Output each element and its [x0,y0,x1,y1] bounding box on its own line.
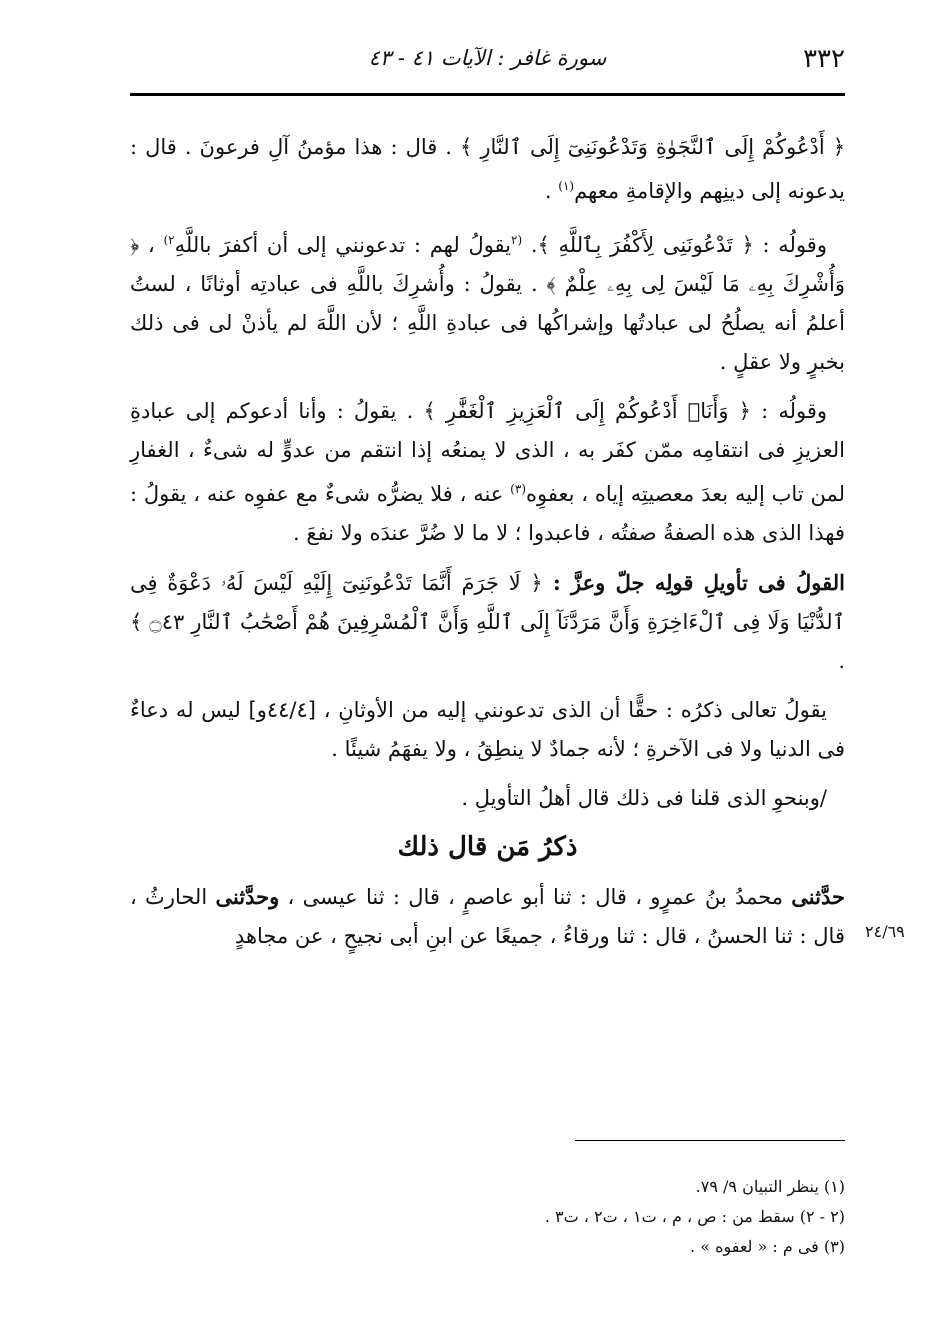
footnote-rule [575,1140,845,1141]
hadith-text: الحارثُ ، قال : ثنا الحسنُ ، قال : ثنا ورقاءُ ، جميعًا عن ابنِ أبى نجيحٍ ، عن مجاهدٍ [130,885,845,948]
running-title: سورة غافر : الآيات ٤١ - ٤٣ [368,46,607,70]
quran-verse: ﴿ لَا جَرَمَ أَنَّمَا تَدْعُونَنِىٓ إِلَيْهِ لَيْسَ لَهُۥ دَعْوَةٌ فِى ٱلدُّنْيَا وَلَا فِى ٱلْءَاخِرَةِ وَأَنَّ مَرَدَّنَآ إِلَى ٱللَّهِ وَأَنَّ ٱلْمُسْرِفِينَ هُمْ أَصْحَٰبُ ٱلنَّارِ ۝٤٣ ﴾ [130,571,845,634]
footnote-marker: (١) [558,179,575,193]
page-number: ٣٣٢ [803,44,845,74]
section-heading: ذكرُ مَن قال ذلك [397,832,578,862]
commentary-text: /وبنحوِ الذى قلنا فى ذلك قال أهلُ التأويلِ . [461,786,827,810]
footnote-item: (٣) فى م : « لعفوه » . [690,1237,845,1256]
main-text [130,128,845,966]
commentary-text: ، [139,233,164,257]
hadith-lead: وحدَّثنى [215,884,280,909]
quran-verse: ﴿ وَأُشْرِكَ بِهِۦ مَا لَيْسَ لِى بِهِۦ عِلْمٌ ﴾ [130,233,845,296]
quran-verse: ﴿ أَدْعُوكُمْ إِلَى ٱلنَّجَوٰةِ وَتَدْعُونَنِىٓ إِلَى ٱلنَّارِ ﴾ [460,135,845,159]
commentary-text: يقولُ تعالى ذكرُه : حقًّا أن الذى تدعونني إليه من الأوثانِ ، [316,698,827,722]
page-header [130,40,845,90]
commentary-text: يقولُ لهم : تدعونني إلى أن أكفرَ باللَّهِ [174,233,512,257]
section-lead: القولُ فى تأويلِ قولِه جلّ وعزَّ : [542,570,845,595]
commentary-text: عنه ، فلا يضرُّه شىءٌ مع عفوِه عنه ، يقولُ : فهذا الذى هذه الصفةُ صفتُه ، فاعبدوا ؛ لا ما لا ضُرَّ عندَه ولا نفعَ . [130,482,845,545]
hadith-chain [130,877,845,956]
footnote-item: (٢ - ٢) سقط من : ص ، م ، ت١ ، ت٢ ، ت٣ . [544,1207,845,1226]
commentary-text: . يقولُ : وأُشرِكَ باللَّهِ فى عبادتِه أوثانًا ، لستُ أعلمُ أنه يصلُحُ لى عبادتُها وإشراكُها فى عبادةِ اللَّهِ ؛ لأن اللَّهَ لم يأذنْ لى فى ذلك بخبرٍ ولا عقلٍ . [130,272,845,374]
footnote-marker: ٢) [163,233,175,247]
quran-verse: ﴿ وَأَنَا۠ أَدْعُوكُمْ إِلَى ٱلْعَزِيزِ ٱلْغَفَّٰرِ ﴾ [423,399,751,423]
commentary-text: ليس له دعاءٌ فى الدنيا ولا فى الآخرةِ ؛ لأنه جمادٌ لا ينطِقُ ، ولا يفهَمُ شيئًا . [130,698,845,761]
footnotes [130,1172,845,1262]
paragraph-2 [130,221,845,382]
quran-verse: ﴿ تَدْعُونَنِى لِأَكْفُرَ بِٱللَّهِ ﴾ [537,233,754,257]
manuscript-reference: [٤٤/٤و] [248,698,316,722]
commentary-text: . [838,649,845,673]
paragraph-4 [130,563,845,681]
hadith-text: محمدُ بنُ عمرٍو ، قال : ثنا أبو عاصمٍ ، قال : ثنا عيسى ، [279,885,792,909]
paragraph-6 [130,779,845,818]
margin-reference: ٢٤/٦٩ [865,922,905,941]
commentary-text: . [544,179,559,203]
paragraph-3 [130,392,845,553]
commentary-text: . قال : هذا مؤمنُ آلِ فرعونَ . قال : يدعونه إلى دينِهم والإقامةِ معهم [130,135,845,203]
paragraph-1 [130,128,845,211]
commentary-lead: وقولُه : [750,399,828,423]
paragraph-5 [130,691,845,769]
footnote-marker: (٢ [511,233,523,247]
hadith-lead: حدَّثنى [791,884,845,909]
commentary-text: . يقولُ : وأنا أدعوكم إلى عبادةِ العزيزِ فى انتقامِه ممّن كفَر به ، الذى لا يمنعُه إذا انتقم من عدوٍّ له شىءٌ ، الغفارِ لمن تاب إليه بعدَ معصيتِه إياه ، بعفوِه [130,399,845,506]
commentary-text: . [522,233,538,257]
footnote-marker: (٣) [510,482,526,496]
header-rule [130,93,845,96]
footnote-item: (١) ينظر التبيان ٩/ ٧٩. [695,1177,845,1196]
commentary-lead: وقولُه : [753,233,827,257]
